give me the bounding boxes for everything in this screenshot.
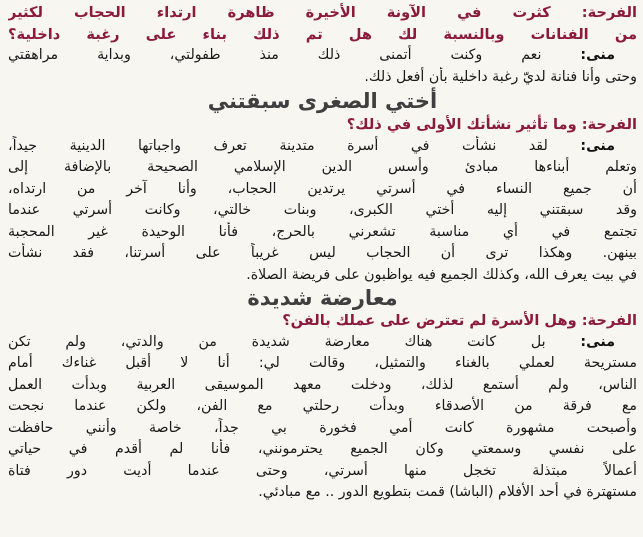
section-heading: أختي الصغرى سبقتني	[207, 89, 438, 113]
paragraph-line: الناس، ولم أستمع لذلك، ودخلت معهد الموسيقى العربية وبدأت العمل	[8, 376, 637, 393]
paragraph-line: في بيت يعرف الله، وكذلك الجميع فيه يواظبون على فريضة الصلاة.	[246, 266, 637, 283]
paragraph-line: مستهترة في أحد الأفلام (الباشا) قمت بتطويع الدور .. مع مبادئي.	[258, 484, 637, 500]
paragraph-line: مع فرقة من الأصدقاء وبدأت رحلتي مع الفن، ولكن عندما نجحت	[8, 398, 637, 414]
paragraph-line: بينهن. وهكذا ترى أن الحجاب ليس غريباً على أسرتنا، فقد نشأت	[8, 245, 637, 261]
paragraph-line: تجتمع في أي مناسبة تشعرني بالحرج، فأنا الوحيدة غير المحجبة	[8, 223, 637, 240]
answer-text: نعم وكنت أتمنى ذلك منذ طفولتي، وبداية مراهقتي	[8, 47, 581, 63]
paragraph-line: أن جميع النساء في أسرتي يرتدين الحجاب، وأنا آخر من ارتداه،	[8, 180, 637, 197]
paragraph-line: مستريحة لعملي بالغناء والتمثيل، وقالت لي: أنا لا أقبل غناءك أمام	[8, 355, 637, 371]
interview-question: من الفنانات وبالنسبة لك هل تم ذلك بناء على رغبة داخلية؟	[8, 25, 637, 43]
paragraph-line: وقد سبقتني إليه أختي الكبرى، وبنات خالتي، وكانت أسرتي عندما	[8, 202, 637, 218]
interview-question: الفرحة: كثرت في الآونة الأخيرة ظاهرة ارتداء الحجاب لكثير	[8, 4, 637, 21]
section-heading: معارضة شديدة	[247, 286, 398, 310]
speaker-label: منى:	[580, 137, 615, 154]
paragraph-line: وتعلم أبناءها مبادئ وأسس الدين الإسلامي الصحيحة بالإضافة إلى	[8, 159, 637, 175]
speaker-label: منى:	[580, 333, 615, 350]
interview-question: الفرحة: وهل الأسرة لم تعترض على عملك بالفن؟	[282, 312, 637, 329]
answer-text: بل كانت هناك معارضة شديدة من والدتي، ولم تكن	[8, 333, 581, 350]
interview-question: الفرحة: وما تأثير نشأتك الأولى في ذلك؟	[346, 116, 637, 133]
speaker-label: منى:	[580, 47, 615, 63]
answer-text: لقد نشأت في أسرة متدينة تعرف واجباتها الدينية جيداً،	[8, 137, 581, 154]
paragraph-line: أعمالاً مبتذلة تخجل منها أسرتي، وحتى عندما أديت دور فتاة	[8, 462, 637, 479]
interview-answer-start	[8, 136, 637, 158]
paragraph-line: على نفسي وسمعتي وكان الجميع يحترمونني، فأنا لم أقدم في حياتي	[8, 441, 637, 457]
paragraph-line: وأصبحت مشهورة كانت أمي فخورة بي جداً، خاصة وأنني حافظت	[8, 419, 637, 436]
interview-answer-start	[8, 45, 637, 67]
interview-answer-start	[8, 332, 637, 354]
paragraph-line: وحتى وأنا فنانة لديّ رغبة داخلية بأن أفعل ذلك.	[364, 68, 637, 85]
